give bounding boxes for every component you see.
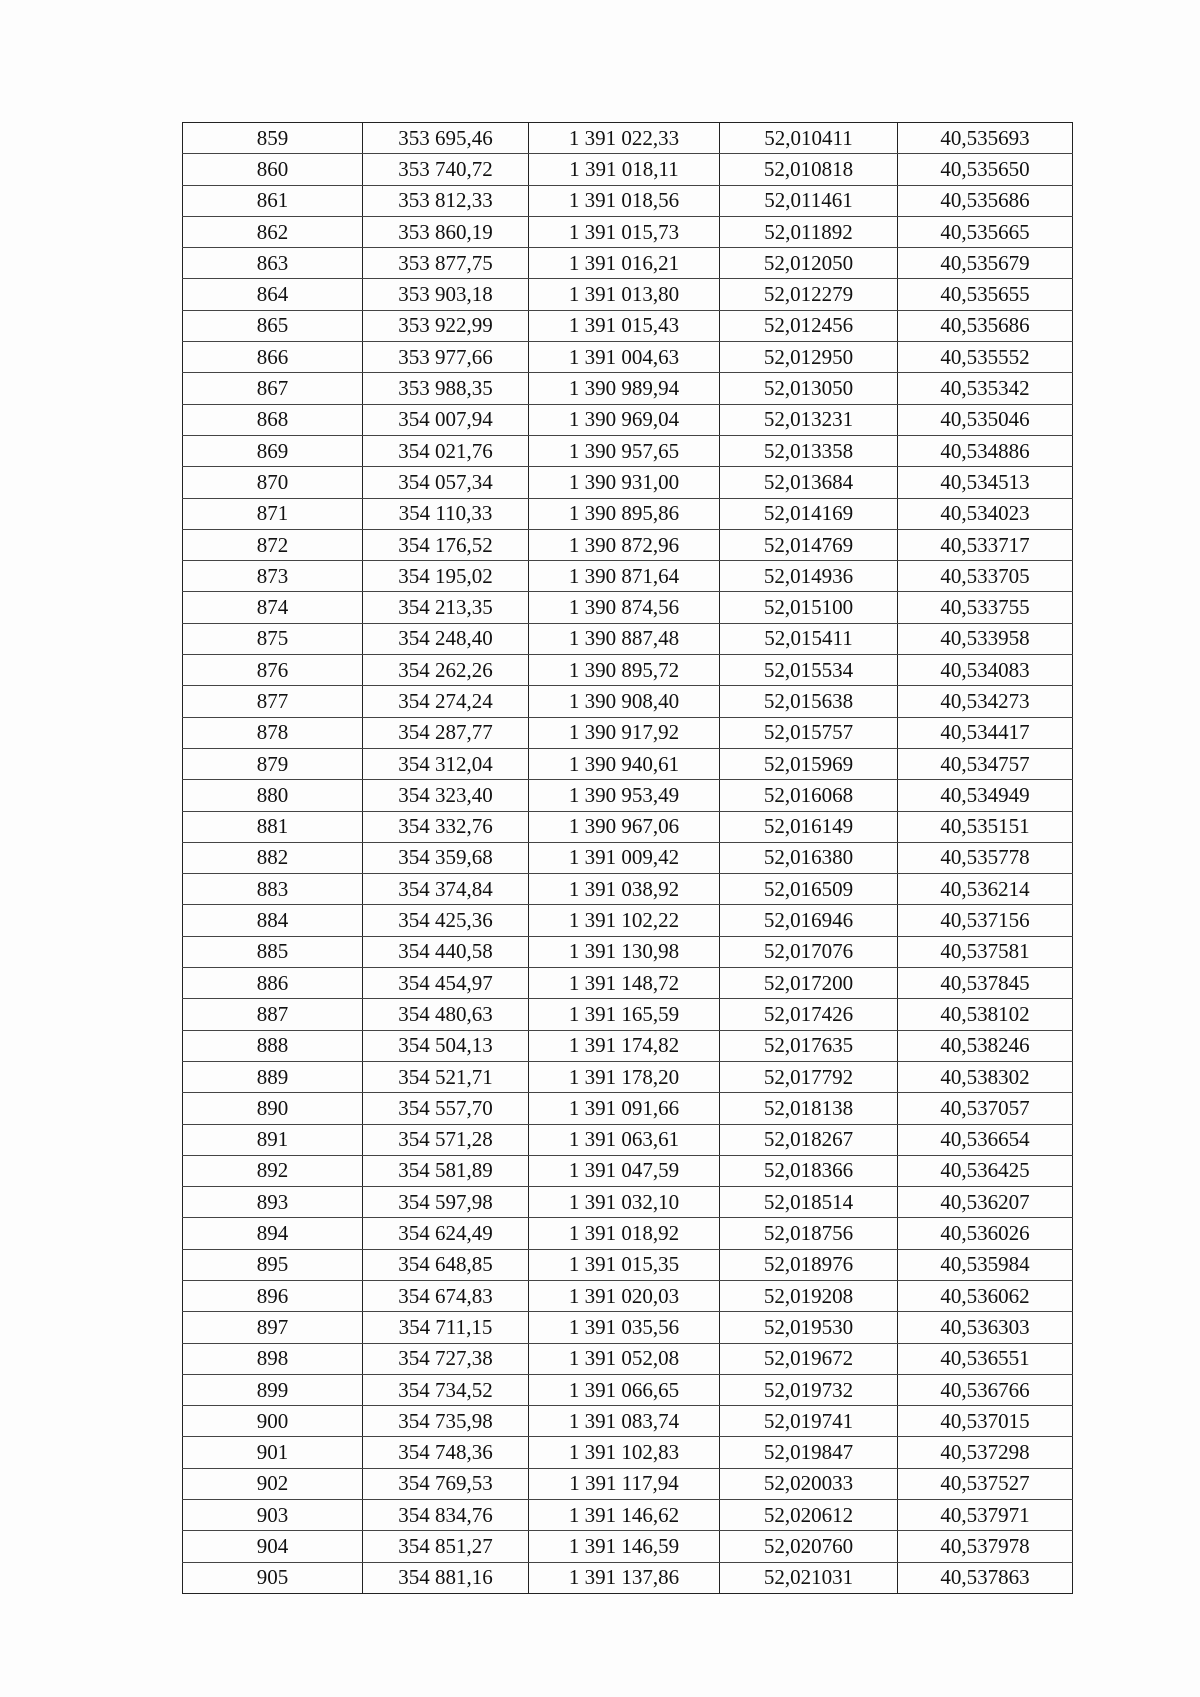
y-coordinate-cell: 1 391 148,72 bbox=[529, 968, 720, 999]
latitude-cell: 52,015100 bbox=[720, 592, 898, 623]
point-number-cell: 894 bbox=[183, 1218, 363, 1249]
table-row bbox=[183, 1343, 1073, 1374]
table-row bbox=[183, 1531, 1073, 1562]
point-number-cell: 866 bbox=[183, 342, 363, 373]
x-coordinate-cell: 354 057,34 bbox=[363, 467, 529, 498]
latitude-cell: 52,011461 bbox=[720, 185, 898, 216]
y-coordinate-cell: 1 390 908,40 bbox=[529, 686, 720, 717]
x-coordinate-cell: 353 903,18 bbox=[363, 279, 529, 310]
x-coordinate-cell: 354 648,85 bbox=[363, 1249, 529, 1280]
y-coordinate-cell: 1 391 146,59 bbox=[529, 1531, 720, 1562]
point-number-cell: 873 bbox=[183, 561, 363, 592]
latitude-cell: 52,015969 bbox=[720, 748, 898, 779]
latitude-cell: 52,015638 bbox=[720, 686, 898, 717]
y-coordinate-cell: 1 391 009,42 bbox=[529, 842, 720, 873]
point-number-cell: 876 bbox=[183, 655, 363, 686]
x-coordinate-cell: 354 262,26 bbox=[363, 655, 529, 686]
x-coordinate-cell: 354 581,89 bbox=[363, 1155, 529, 1186]
x-coordinate-cell: 353 922,99 bbox=[363, 310, 529, 341]
point-number-cell: 875 bbox=[183, 623, 363, 654]
x-coordinate-cell: 354 312,04 bbox=[363, 748, 529, 779]
longitude-cell: 40,535686 bbox=[898, 310, 1073, 341]
latitude-cell: 52,013358 bbox=[720, 435, 898, 466]
latitude-cell: 52,016509 bbox=[720, 874, 898, 905]
x-coordinate-cell: 354 735,98 bbox=[363, 1406, 529, 1437]
longitude-cell: 40,537978 bbox=[898, 1531, 1073, 1562]
x-coordinate-cell: 354 248,40 bbox=[363, 623, 529, 654]
point-number-cell: 863 bbox=[183, 248, 363, 279]
x-coordinate-cell: 353 877,75 bbox=[363, 248, 529, 279]
x-coordinate-cell: 353 988,35 bbox=[363, 373, 529, 404]
point-number-cell: 895 bbox=[183, 1249, 363, 1280]
point-number-cell: 867 bbox=[183, 373, 363, 404]
table-row bbox=[183, 592, 1073, 623]
point-number-cell: 897 bbox=[183, 1312, 363, 1343]
longitude-cell: 40,536303 bbox=[898, 1312, 1073, 1343]
longitude-cell: 40,533717 bbox=[898, 529, 1073, 560]
longitude-cell: 40,535679 bbox=[898, 248, 1073, 279]
y-coordinate-cell: 1 390 967,06 bbox=[529, 811, 720, 842]
y-coordinate-cell: 1 391 018,11 bbox=[529, 154, 720, 185]
latitude-cell: 52,019741 bbox=[720, 1406, 898, 1437]
point-number-cell: 880 bbox=[183, 780, 363, 811]
coordinates-table-body bbox=[183, 123, 1073, 1594]
longitude-cell: 40,537015 bbox=[898, 1406, 1073, 1437]
point-number-cell: 887 bbox=[183, 999, 363, 1030]
y-coordinate-cell: 1 391 004,63 bbox=[529, 342, 720, 373]
longitude-cell: 40,534273 bbox=[898, 686, 1073, 717]
y-coordinate-cell: 1 391 178,20 bbox=[529, 1061, 720, 1092]
latitude-cell: 52,019530 bbox=[720, 1312, 898, 1343]
latitude-cell: 52,014769 bbox=[720, 529, 898, 560]
table-row bbox=[183, 748, 1073, 779]
x-coordinate-cell: 354 748,36 bbox=[363, 1437, 529, 1468]
longitude-cell: 40,537527 bbox=[898, 1468, 1073, 1499]
point-number-cell: 891 bbox=[183, 1124, 363, 1155]
y-coordinate-cell: 1 390 871,64 bbox=[529, 561, 720, 592]
table-row bbox=[183, 435, 1073, 466]
latitude-cell: 52,018976 bbox=[720, 1249, 898, 1280]
y-coordinate-cell: 1 391 047,59 bbox=[529, 1155, 720, 1186]
y-coordinate-cell: 1 391 083,74 bbox=[529, 1406, 720, 1437]
table-row bbox=[183, 467, 1073, 498]
latitude-cell: 52,017426 bbox=[720, 999, 898, 1030]
table-row bbox=[183, 780, 1073, 811]
latitude-cell: 52,019847 bbox=[720, 1437, 898, 1468]
point-number-cell: 860 bbox=[183, 154, 363, 185]
x-coordinate-cell: 354 021,76 bbox=[363, 435, 529, 466]
coordinates-table bbox=[182, 122, 1073, 1594]
y-coordinate-cell: 1 391 102,22 bbox=[529, 905, 720, 936]
x-coordinate-cell: 354 480,63 bbox=[363, 999, 529, 1030]
latitude-cell: 52,015757 bbox=[720, 717, 898, 748]
longitude-cell: 40,535342 bbox=[898, 373, 1073, 404]
point-number-cell: 861 bbox=[183, 185, 363, 216]
longitude-cell: 40,533755 bbox=[898, 592, 1073, 623]
table-row bbox=[183, 717, 1073, 748]
point-number-cell: 885 bbox=[183, 936, 363, 967]
longitude-cell: 40,538302 bbox=[898, 1061, 1073, 1092]
y-coordinate-cell: 1 391 102,83 bbox=[529, 1437, 720, 1468]
x-coordinate-cell: 354 597,98 bbox=[363, 1187, 529, 1218]
y-coordinate-cell: 1 391 032,10 bbox=[529, 1187, 720, 1218]
point-number-cell: 870 bbox=[183, 467, 363, 498]
table-row bbox=[183, 842, 1073, 873]
x-coordinate-cell: 353 977,66 bbox=[363, 342, 529, 373]
x-coordinate-cell: 354 440,58 bbox=[363, 936, 529, 967]
latitude-cell: 52,017076 bbox=[720, 936, 898, 967]
y-coordinate-cell: 1 391 063,61 bbox=[529, 1124, 720, 1155]
table-row bbox=[183, 279, 1073, 310]
x-coordinate-cell: 354 504,13 bbox=[363, 1030, 529, 1061]
point-number-cell: 893 bbox=[183, 1187, 363, 1218]
longitude-cell: 40,537971 bbox=[898, 1500, 1073, 1531]
longitude-cell: 40,536766 bbox=[898, 1374, 1073, 1405]
x-coordinate-cell: 354 521,71 bbox=[363, 1061, 529, 1092]
longitude-cell: 40,536062 bbox=[898, 1280, 1073, 1311]
longitude-cell: 40,537298 bbox=[898, 1437, 1073, 1468]
latitude-cell: 52,018267 bbox=[720, 1124, 898, 1155]
longitude-cell: 40,535693 bbox=[898, 123, 1073, 154]
point-number-cell: 862 bbox=[183, 216, 363, 247]
table-row bbox=[183, 529, 1073, 560]
latitude-cell: 52,020033 bbox=[720, 1468, 898, 1499]
x-coordinate-cell: 354 571,28 bbox=[363, 1124, 529, 1155]
point-number-cell: 859 bbox=[183, 123, 363, 154]
point-number-cell: 881 bbox=[183, 811, 363, 842]
point-number-cell: 900 bbox=[183, 1406, 363, 1437]
x-coordinate-cell: 354 734,52 bbox=[363, 1374, 529, 1405]
point-number-cell: 889 bbox=[183, 1061, 363, 1092]
longitude-cell: 40,535665 bbox=[898, 216, 1073, 247]
table-row bbox=[183, 1562, 1073, 1593]
longitude-cell: 40,534949 bbox=[898, 780, 1073, 811]
longitude-cell: 40,537156 bbox=[898, 905, 1073, 936]
point-number-cell: 886 bbox=[183, 968, 363, 999]
longitude-cell: 40,534757 bbox=[898, 748, 1073, 779]
latitude-cell: 52,016149 bbox=[720, 811, 898, 842]
table-row bbox=[183, 999, 1073, 1030]
x-coordinate-cell: 354 195,02 bbox=[363, 561, 529, 592]
latitude-cell: 52,015534 bbox=[720, 655, 898, 686]
x-coordinate-cell: 353 740,72 bbox=[363, 154, 529, 185]
point-number-cell: 892 bbox=[183, 1155, 363, 1186]
y-coordinate-cell: 1 391 020,03 bbox=[529, 1280, 720, 1311]
x-coordinate-cell: 354 374,84 bbox=[363, 874, 529, 905]
x-coordinate-cell: 354 881,16 bbox=[363, 1562, 529, 1593]
table-row bbox=[183, 1061, 1073, 1092]
longitude-cell: 40,533705 bbox=[898, 561, 1073, 592]
latitude-cell: 52,015411 bbox=[720, 623, 898, 654]
table-row bbox=[183, 310, 1073, 341]
x-coordinate-cell: 354 425,36 bbox=[363, 905, 529, 936]
latitude-cell: 52,019208 bbox=[720, 1280, 898, 1311]
table-row bbox=[183, 968, 1073, 999]
y-coordinate-cell: 1 391 038,92 bbox=[529, 874, 720, 905]
x-coordinate-cell: 354 274,24 bbox=[363, 686, 529, 717]
latitude-cell: 52,014936 bbox=[720, 561, 898, 592]
point-number-cell: 879 bbox=[183, 748, 363, 779]
point-number-cell: 864 bbox=[183, 279, 363, 310]
table-row bbox=[183, 498, 1073, 529]
longitude-cell: 40,536207 bbox=[898, 1187, 1073, 1218]
table-row bbox=[183, 686, 1073, 717]
longitude-cell: 40,534417 bbox=[898, 717, 1073, 748]
table-row bbox=[183, 874, 1073, 905]
y-coordinate-cell: 1 390 872,96 bbox=[529, 529, 720, 560]
y-coordinate-cell: 1 390 989,94 bbox=[529, 373, 720, 404]
x-coordinate-cell: 354 454,97 bbox=[363, 968, 529, 999]
longitude-cell: 40,534886 bbox=[898, 435, 1073, 466]
y-coordinate-cell: 1 390 953,49 bbox=[529, 780, 720, 811]
table-row bbox=[183, 1030, 1073, 1061]
table-row bbox=[183, 373, 1073, 404]
table-row bbox=[183, 1468, 1073, 1499]
y-coordinate-cell: 1 390 895,72 bbox=[529, 655, 720, 686]
table-row bbox=[183, 1374, 1073, 1405]
latitude-cell: 52,017635 bbox=[720, 1030, 898, 1061]
latitude-cell: 52,020760 bbox=[720, 1531, 898, 1562]
latitude-cell: 52,013231 bbox=[720, 404, 898, 435]
longitude-cell: 40,538246 bbox=[898, 1030, 1073, 1061]
y-coordinate-cell: 1 391 015,43 bbox=[529, 310, 720, 341]
table-row bbox=[183, 123, 1073, 154]
x-coordinate-cell: 354 007,94 bbox=[363, 404, 529, 435]
x-coordinate-cell: 354 624,49 bbox=[363, 1218, 529, 1249]
table-row bbox=[183, 1187, 1073, 1218]
x-coordinate-cell: 354 323,40 bbox=[363, 780, 529, 811]
x-coordinate-cell: 354 287,77 bbox=[363, 717, 529, 748]
point-number-cell: 869 bbox=[183, 435, 363, 466]
table-row bbox=[183, 404, 1073, 435]
y-coordinate-cell: 1 391 018,92 bbox=[529, 1218, 720, 1249]
x-coordinate-cell: 354 213,35 bbox=[363, 592, 529, 623]
y-coordinate-cell: 1 390 874,56 bbox=[529, 592, 720, 623]
y-coordinate-cell: 1 391 091,66 bbox=[529, 1093, 720, 1124]
longitude-cell: 40,535655 bbox=[898, 279, 1073, 310]
latitude-cell: 52,019732 bbox=[720, 1374, 898, 1405]
table-row bbox=[183, 1437, 1073, 1468]
longitude-cell: 40,534023 bbox=[898, 498, 1073, 529]
longitude-cell: 40,535151 bbox=[898, 811, 1073, 842]
latitude-cell: 52,018514 bbox=[720, 1187, 898, 1218]
y-coordinate-cell: 1 390 895,86 bbox=[529, 498, 720, 529]
y-coordinate-cell: 1 391 130,98 bbox=[529, 936, 720, 967]
latitude-cell: 52,012279 bbox=[720, 279, 898, 310]
point-number-cell: 898 bbox=[183, 1343, 363, 1374]
x-coordinate-cell: 354 332,76 bbox=[363, 811, 529, 842]
longitude-cell: 40,536654 bbox=[898, 1124, 1073, 1155]
table-row bbox=[183, 1249, 1073, 1280]
point-number-cell: 877 bbox=[183, 686, 363, 717]
y-coordinate-cell: 1 390 887,48 bbox=[529, 623, 720, 654]
y-coordinate-cell: 1 391 117,94 bbox=[529, 1468, 720, 1499]
latitude-cell: 52,012950 bbox=[720, 342, 898, 373]
point-number-cell: 865 bbox=[183, 310, 363, 341]
y-coordinate-cell: 1 391 137,86 bbox=[529, 1562, 720, 1593]
y-coordinate-cell: 1 390 957,65 bbox=[529, 435, 720, 466]
latitude-cell: 52,010411 bbox=[720, 123, 898, 154]
x-coordinate-cell: 354 176,52 bbox=[363, 529, 529, 560]
y-coordinate-cell: 1 391 052,08 bbox=[529, 1343, 720, 1374]
point-number-cell: 903 bbox=[183, 1500, 363, 1531]
longitude-cell: 40,536551 bbox=[898, 1343, 1073, 1374]
latitude-cell: 52,013050 bbox=[720, 373, 898, 404]
table-row bbox=[183, 1155, 1073, 1186]
latitude-cell: 52,017792 bbox=[720, 1061, 898, 1092]
longitude-cell: 40,537863 bbox=[898, 1562, 1073, 1593]
table-row bbox=[183, 561, 1073, 592]
x-coordinate-cell: 354 851,27 bbox=[363, 1531, 529, 1562]
table-row bbox=[183, 905, 1073, 936]
y-coordinate-cell: 1 391 015,73 bbox=[529, 216, 720, 247]
latitude-cell: 52,020612 bbox=[720, 1500, 898, 1531]
point-number-cell: 871 bbox=[183, 498, 363, 529]
point-number-cell: 905 bbox=[183, 1562, 363, 1593]
latitude-cell: 52,010818 bbox=[720, 154, 898, 185]
table-row bbox=[183, 623, 1073, 654]
latitude-cell: 52,011892 bbox=[720, 216, 898, 247]
latitude-cell: 52,012456 bbox=[720, 310, 898, 341]
latitude-cell: 52,018756 bbox=[720, 1218, 898, 1249]
table-row bbox=[183, 1406, 1073, 1437]
point-number-cell: 878 bbox=[183, 717, 363, 748]
point-number-cell: 883 bbox=[183, 874, 363, 905]
latitude-cell: 52,019672 bbox=[720, 1343, 898, 1374]
point-number-cell: 896 bbox=[183, 1280, 363, 1311]
y-coordinate-cell: 1 391 022,33 bbox=[529, 123, 720, 154]
y-coordinate-cell: 1 391 174,82 bbox=[529, 1030, 720, 1061]
point-number-cell: 874 bbox=[183, 592, 363, 623]
latitude-cell: 52,013684 bbox=[720, 467, 898, 498]
point-number-cell: 902 bbox=[183, 1468, 363, 1499]
y-coordinate-cell: 1 391 066,65 bbox=[529, 1374, 720, 1405]
longitude-cell: 40,533958 bbox=[898, 623, 1073, 654]
latitude-cell: 52,018138 bbox=[720, 1093, 898, 1124]
table-row bbox=[183, 1218, 1073, 1249]
y-coordinate-cell: 1 391 013,80 bbox=[529, 279, 720, 310]
point-number-cell: 884 bbox=[183, 905, 363, 936]
longitude-cell: 40,535552 bbox=[898, 342, 1073, 373]
latitude-cell: 52,016946 bbox=[720, 905, 898, 936]
y-coordinate-cell: 1 390 931,00 bbox=[529, 467, 720, 498]
x-coordinate-cell: 353 812,33 bbox=[363, 185, 529, 216]
longitude-cell: 40,537057 bbox=[898, 1093, 1073, 1124]
longitude-cell: 40,534513 bbox=[898, 467, 1073, 498]
table-row bbox=[183, 936, 1073, 967]
table-row bbox=[183, 1500, 1073, 1531]
x-coordinate-cell: 354 674,83 bbox=[363, 1280, 529, 1311]
latitude-cell: 52,016068 bbox=[720, 780, 898, 811]
y-coordinate-cell: 1 390 940,61 bbox=[529, 748, 720, 779]
x-coordinate-cell: 353 860,19 bbox=[363, 216, 529, 247]
y-coordinate-cell: 1 391 035,56 bbox=[529, 1312, 720, 1343]
y-coordinate-cell: 1 391 015,35 bbox=[529, 1249, 720, 1280]
point-number-cell: 904 bbox=[183, 1531, 363, 1562]
table-row bbox=[183, 342, 1073, 373]
y-coordinate-cell: 1 391 165,59 bbox=[529, 999, 720, 1030]
x-coordinate-cell: 354 834,76 bbox=[363, 1500, 529, 1531]
longitude-cell: 40,535046 bbox=[898, 404, 1073, 435]
table-row bbox=[183, 655, 1073, 686]
point-number-cell: 868 bbox=[183, 404, 363, 435]
table-row bbox=[183, 248, 1073, 279]
y-coordinate-cell: 1 391 016,21 bbox=[529, 248, 720, 279]
longitude-cell: 40,534083 bbox=[898, 655, 1073, 686]
y-coordinate-cell: 1 390 969,04 bbox=[529, 404, 720, 435]
x-coordinate-cell: 354 359,68 bbox=[363, 842, 529, 873]
longitude-cell: 40,538102 bbox=[898, 999, 1073, 1030]
table-row bbox=[183, 216, 1073, 247]
x-coordinate-cell: 354 769,53 bbox=[363, 1468, 529, 1499]
latitude-cell: 52,016380 bbox=[720, 842, 898, 873]
x-coordinate-cell: 354 557,70 bbox=[363, 1093, 529, 1124]
longitude-cell: 40,536425 bbox=[898, 1155, 1073, 1186]
longitude-cell: 40,535650 bbox=[898, 154, 1073, 185]
point-number-cell: 899 bbox=[183, 1374, 363, 1405]
table-row bbox=[183, 1280, 1073, 1311]
x-coordinate-cell: 354 727,38 bbox=[363, 1343, 529, 1374]
longitude-cell: 40,535984 bbox=[898, 1249, 1073, 1280]
x-coordinate-cell: 354 110,33 bbox=[363, 498, 529, 529]
longitude-cell: 40,537581 bbox=[898, 936, 1073, 967]
latitude-cell: 52,014169 bbox=[720, 498, 898, 529]
table-row bbox=[183, 154, 1073, 185]
table-row bbox=[183, 1124, 1073, 1155]
table-row bbox=[183, 1093, 1073, 1124]
y-coordinate-cell: 1 390 917,92 bbox=[529, 717, 720, 748]
x-coordinate-cell: 353 695,46 bbox=[363, 123, 529, 154]
x-coordinate-cell: 354 711,15 bbox=[363, 1312, 529, 1343]
longitude-cell: 40,535686 bbox=[898, 185, 1073, 216]
latitude-cell: 52,012050 bbox=[720, 248, 898, 279]
latitude-cell: 52,018366 bbox=[720, 1155, 898, 1186]
longitude-cell: 40,536214 bbox=[898, 874, 1073, 905]
table-row bbox=[183, 811, 1073, 842]
longitude-cell: 40,535778 bbox=[898, 842, 1073, 873]
y-coordinate-cell: 1 391 018,56 bbox=[529, 185, 720, 216]
point-number-cell: 890 bbox=[183, 1093, 363, 1124]
longitude-cell: 40,536026 bbox=[898, 1218, 1073, 1249]
point-number-cell: 882 bbox=[183, 842, 363, 873]
table-row bbox=[183, 1312, 1073, 1343]
latitude-cell: 52,021031 bbox=[720, 1562, 898, 1593]
longitude-cell: 40,537845 bbox=[898, 968, 1073, 999]
latitude-cell: 52,017200 bbox=[720, 968, 898, 999]
y-coordinate-cell: 1 391 146,62 bbox=[529, 1500, 720, 1531]
point-number-cell: 901 bbox=[183, 1437, 363, 1468]
point-number-cell: 888 bbox=[183, 1030, 363, 1061]
table-row bbox=[183, 185, 1073, 216]
point-number-cell: 872 bbox=[183, 529, 363, 560]
